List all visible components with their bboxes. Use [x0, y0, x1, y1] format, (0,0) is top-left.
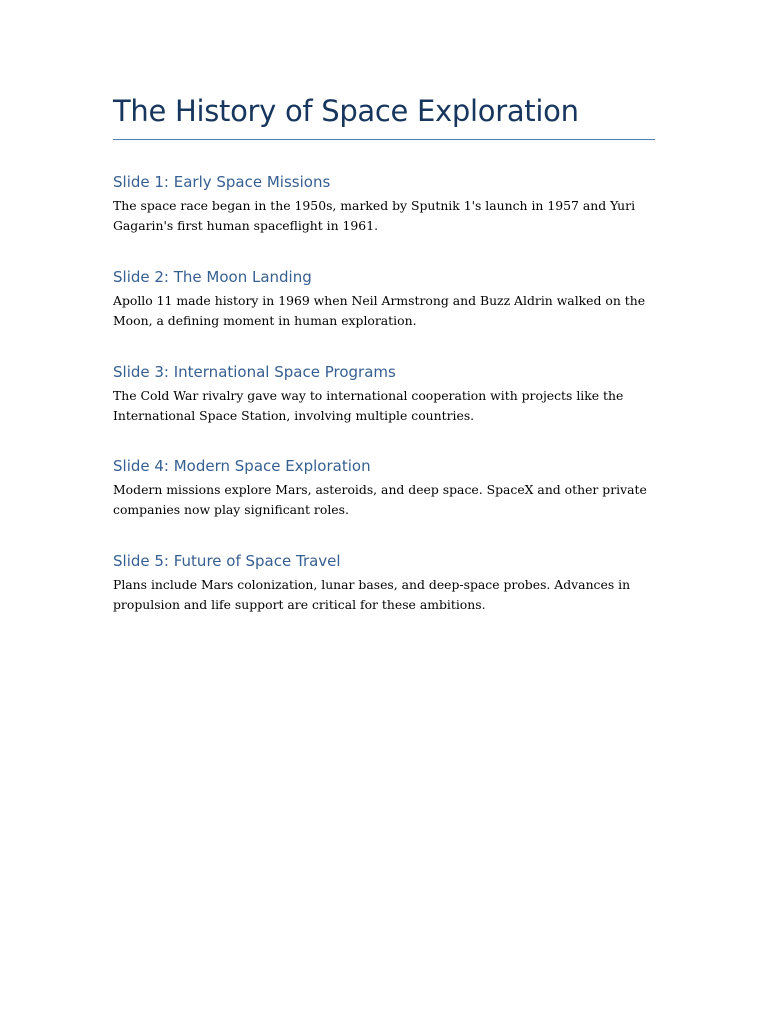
section-moon-landing — [113, 267, 655, 330]
section-international-space-programs — [113, 362, 655, 425]
section-body: The space race began in the 1950s, marked by Sputnik 1's launch in 1957 and Yuri Gagarin's first human spaceflight in 1961. — [113, 198, 636, 233]
section-body: Plans include Mars colonization, lunar bases, and deep-space probes. Advances in propulsion and life support are critical for these ambitions. — [113, 577, 631, 612]
section-body: Apollo 11 made history in 1969 when Neil Armstrong and Buzz Aldrin walked on the Moon, a defining moment in human exploration. — [113, 293, 646, 328]
title-underline — [113, 139, 655, 140]
section-heading: Slide 5: Future of Space Travel — [113, 552, 341, 570]
section-heading: Slide 2: The Moon Landing — [113, 268, 312, 286]
section-body: Modern missions explore Mars, asteroids, and deep space. SpaceX and other private companies now play significant roles. — [113, 482, 647, 517]
section-heading: Slide 3: International Space Programs — [113, 363, 396, 381]
section-future-of-space-travel — [113, 551, 655, 614]
section-modern-space-exploration — [113, 456, 655, 519]
section-heading: Slide 4: Modern Space Exploration — [113, 457, 371, 475]
page-title: The History of Space Exploration — [113, 94, 579, 128]
section-heading: Slide 1: Early Space Missions — [113, 173, 331, 191]
section-early-space-missions — [113, 172, 655, 235]
section-body: The Cold War rivalry gave way to international cooperation with projects like the International Space Station, involving multiple countries. — [113, 388, 624, 423]
